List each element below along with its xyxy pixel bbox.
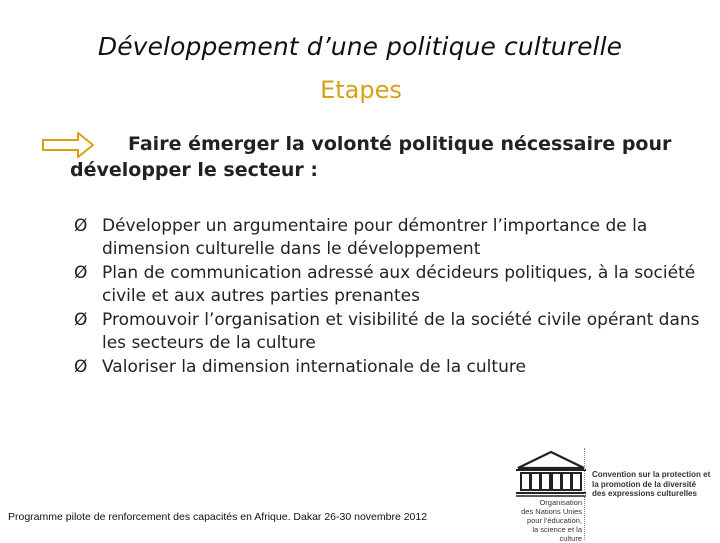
bullet-text: Développer un argumentaire pour démontrer l’importance de la dimension culturelle dans le développement bbox=[102, 216, 648, 259]
bullet-text: Promouvoir l’organisation et visibilité de la société civile opérant dans les secteurs de la culture bbox=[102, 310, 700, 353]
logo-org-line: Organisation bbox=[539, 498, 582, 507]
lead-statement bbox=[70, 131, 690, 183]
list-item bbox=[70, 309, 700, 355]
logo-conv-line: la promotion de la diversité bbox=[592, 479, 697, 489]
slide-title: Développement d’une politique culturelle bbox=[97, 32, 623, 61]
bullet-text: Valoriser la dimension internationale de la culture bbox=[102, 357, 526, 377]
logo-convention-text bbox=[592, 470, 717, 499]
list-item bbox=[70, 215, 700, 261]
footer-text: Programme pilote de renforcement des capacités en Afrique. Dakar 26-30 novembre 2012 bbox=[8, 511, 428, 523]
slide-subtitle: Etapes bbox=[320, 76, 402, 104]
arrowhead-bullet-icon: Ø bbox=[74, 310, 88, 330]
logo-conv-line: des expressions culturelles bbox=[592, 489, 697, 498]
logo-conv-line: Convention sur la protection et bbox=[592, 470, 711, 479]
logo-org-line: des Nations Unies bbox=[521, 507, 582, 516]
logo-org-line: la science et la culture bbox=[532, 525, 582, 543]
arrowhead-bullet-icon: Ø bbox=[74, 357, 88, 377]
list-item bbox=[70, 262, 700, 308]
logo-org-line: pour l’éducation, bbox=[526, 516, 582, 525]
bullet-list bbox=[70, 215, 700, 380]
lead-text: Faire émerger la volonté politique nécessaire pour développer le secteur : bbox=[70, 133, 672, 181]
logo-organization-text bbox=[508, 498, 582, 543]
logo-divider bbox=[584, 448, 586, 540]
arrowhead-bullet-icon: Ø bbox=[74, 263, 88, 283]
bullet-text: Plan de communication adressé aux décideurs politiques, à la société civile et aux autres parties prenantes bbox=[102, 263, 696, 306]
list-item bbox=[70, 356, 700, 379]
arrowhead-bullet-icon: Ø bbox=[74, 216, 88, 236]
